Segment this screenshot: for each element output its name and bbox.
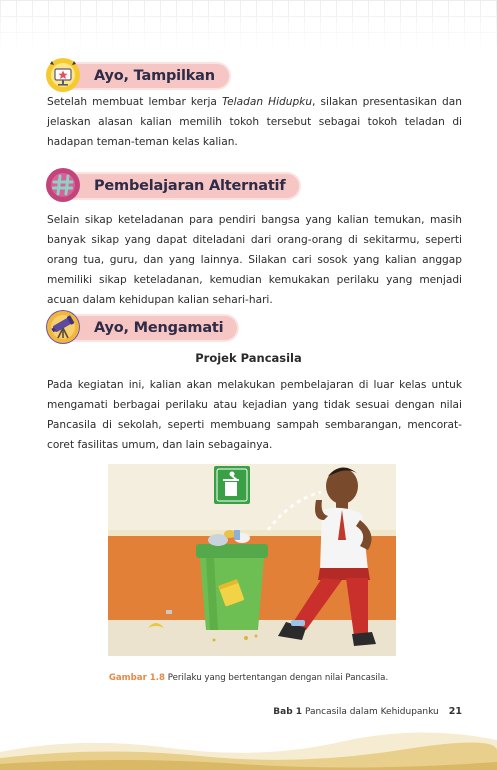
figure-caption-text: Perilaku yang bertentangan dengan nilai Pancasila. bbox=[167, 673, 389, 683]
decorative-waves bbox=[0, 722, 497, 770]
page-number: 21 bbox=[448, 706, 462, 717]
chapter-title: Pancasila dalam Kehidupanku bbox=[304, 707, 439, 717]
section-title: Pembelajaran Alternatif bbox=[94, 178, 286, 194]
italic-worksheet-title: Teladan Hidupku bbox=[222, 96, 313, 108]
section-paragraph-ayo-mengamati: Pada kegiatan ini, kalian akan melakukan pembelajaran di luar kelas untuk mengamati berbagai perilaku atau kejadian yang tidak sesuai dengan nilai Pancasila di sekolah, seperti membuang sampah sembarangan, mencorat-coret fasilitas umum, dan lain sebagainya. bbox=[47, 379, 462, 451]
section-title: Ayo, Tampilkan bbox=[94, 68, 215, 84]
presentation-star-icon bbox=[46, 58, 80, 92]
section-paragraph-pembelajaran-alternatif: Selain sikap keteladanan para pendiri bangsa yang kalian temukan, masih banyak sikap yang dapat diteladani dari orang-orang di sekitarmu, seperti orang tua, guru, dan yang lainnya. Silakan cari sosok yang kalian anggap memiliki sikap keteladanan, kemudian kemukakan perilaku yang menjadi acuan dalam kehidupan kalian sehari-hari. bbox=[47, 214, 462, 306]
telescope-icon bbox=[46, 310, 80, 344]
section-paragraph-ayo-tampilkan: Setelah membuat lembar kerja Teladan Hidupku, silakan presentasikan dan jelaskan alasan kalian memilih tokoh tersebut sebagai tokoh teladan di hadapan teman-teman kelas kalian. bbox=[47, 96, 462, 148]
chapter-label: Bab 1 bbox=[273, 707, 303, 717]
section-header-pill bbox=[64, 174, 299, 198]
trash-sign-icon bbox=[214, 466, 250, 504]
hashtag-icon bbox=[46, 168, 80, 202]
littering-student-illustration bbox=[106, 460, 398, 660]
section-header-pill bbox=[64, 64, 229, 88]
section-header-pill bbox=[64, 316, 237, 340]
top-grid-background bbox=[0, 0, 497, 50]
figure-label: Gambar 1.8 bbox=[108, 673, 166, 683]
page-footer bbox=[273, 706, 462, 717]
figure-caption bbox=[0, 673, 497, 683]
section-title: Ayo, Mengamati bbox=[94, 320, 224, 336]
green-trash-bin bbox=[196, 530, 268, 630]
project-title: Projek Pancasila bbox=[195, 351, 302, 365]
